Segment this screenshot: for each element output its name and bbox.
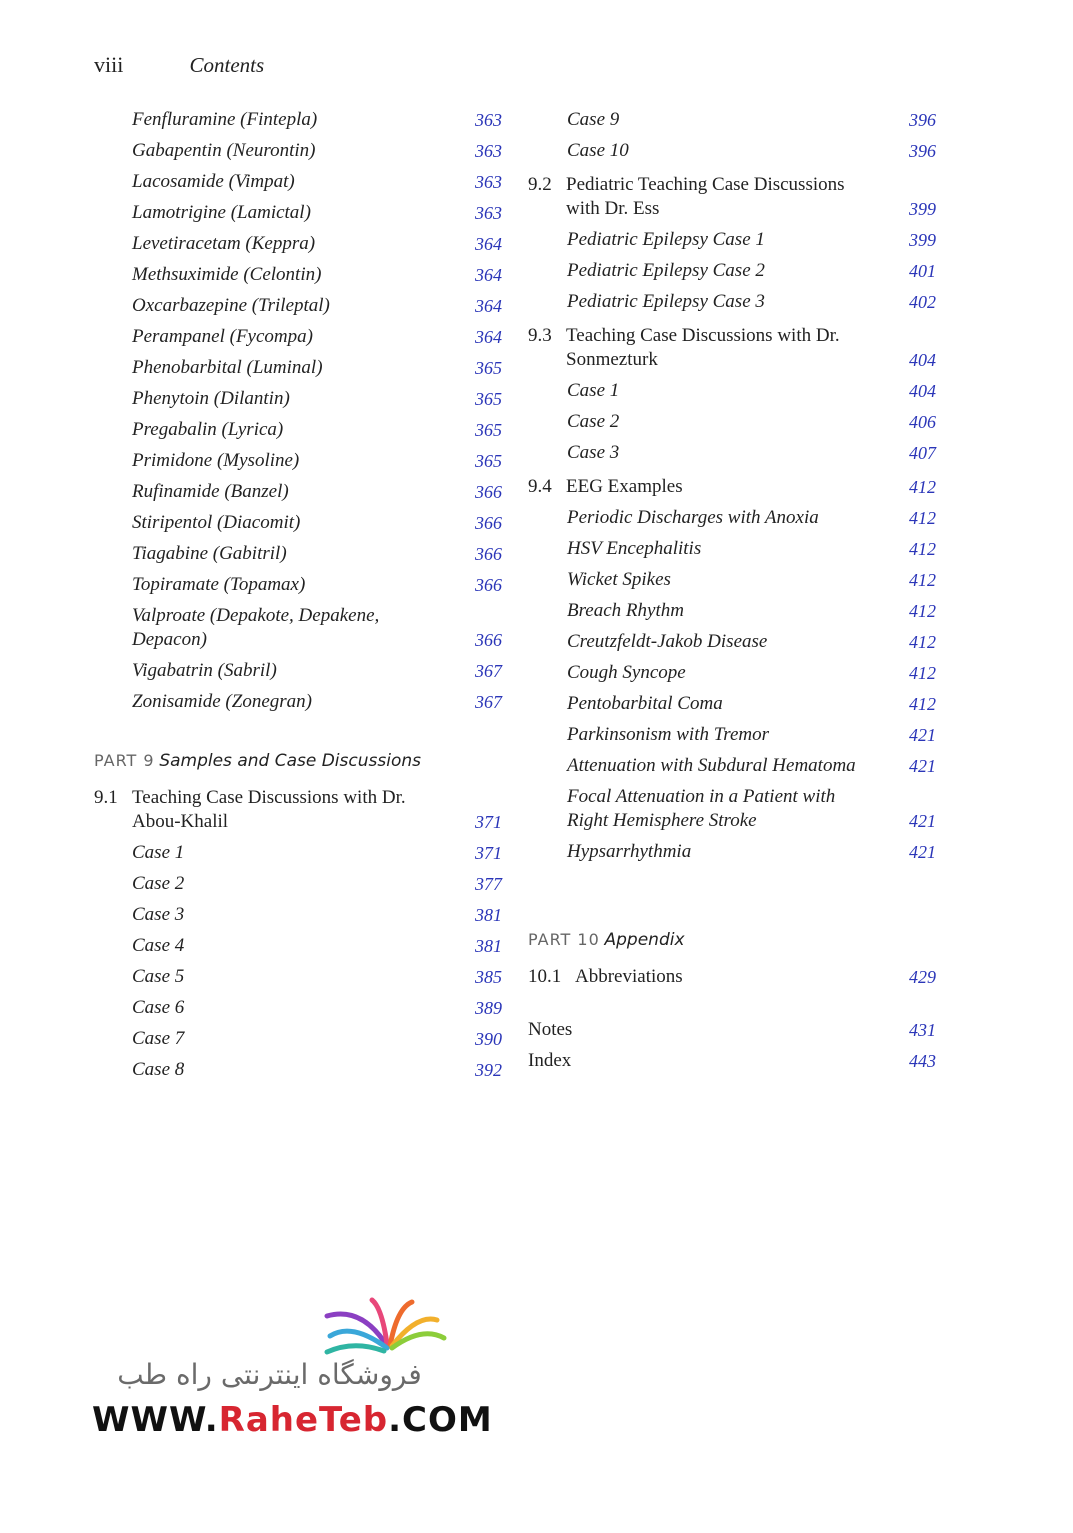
page-ref[interactable]: 367: [475, 692, 502, 712]
page-ref[interactable]: 385: [475, 967, 502, 987]
entry-title: Tiagabine (Gabitril): [132, 543, 287, 564]
page-number: viii: [94, 52, 124, 77]
case-list: [94, 841, 504, 1082]
page-ref[interactable]: 404: [909, 350, 936, 370]
drug-entry[interactable]: [94, 573, 504, 597]
section-title: Abbreviations: [575, 966, 683, 987]
drug-entry[interactable]: [94, 659, 504, 683]
spacer: [528, 996, 938, 1018]
case-entry[interactable]: [94, 934, 504, 958]
url-suffix: .COM: [388, 1400, 493, 1440]
page-ref[interactable]: 412: [909, 570, 936, 590]
drug-list: [94, 108, 504, 714]
case-entry[interactable]: [528, 259, 938, 283]
store-name-persian: فروشگاه اینترنتی راه طب: [117, 1358, 422, 1391]
case-list-continued: [528, 108, 938, 163]
case-entry[interactable]: [94, 1027, 504, 1051]
case-entry[interactable]: [94, 872, 504, 896]
entry-title: Levetiracetam (Keppra): [132, 233, 316, 254]
case-entry[interactable]: [94, 996, 504, 1020]
page-ref[interactable]: 364: [475, 296, 502, 316]
page-ref[interactable]: 396: [909, 110, 936, 130]
drug-entry[interactable]: [94, 449, 504, 473]
page-ref[interactable]: 365: [475, 358, 502, 378]
case-entry[interactable]: [528, 410, 938, 434]
case-entry[interactable]: [94, 965, 504, 989]
eeg-example-entry[interactable]: [528, 754, 938, 778]
page-ref[interactable]: 412: [909, 477, 936, 497]
url-brand: RaheTeb: [218, 1400, 389, 1440]
drug-entry[interactable]: [94, 480, 504, 504]
drug-entry[interactable]: [94, 387, 504, 411]
part-10-heading: [528, 929, 938, 951]
drug-entry[interactable]: [94, 170, 504, 194]
entry-title: Pediatric Epilepsy Case 2: [567, 260, 765, 281]
entry-title: Lamotrigine (Lamictal): [132, 202, 311, 223]
page-header: [94, 52, 264, 78]
page-ref[interactable]: 399: [909, 230, 936, 250]
entry-title: Stiripentol (Diacomit): [132, 512, 301, 533]
page-ref[interactable]: 366: [475, 482, 502, 502]
page-ref[interactable]: 443: [909, 1051, 936, 1071]
entry-title: Lacosamide (Vimpat): [132, 171, 295, 192]
page-ref[interactable]: 421: [909, 756, 936, 776]
case-entry[interactable]: [528, 139, 938, 163]
part-title: Samples and Case Discussions: [159, 751, 421, 771]
entry-title: Pediatric Epilepsy Case 1: [567, 229, 765, 250]
eeg-example-entry[interactable]: [528, 630, 938, 654]
page-ref[interactable]: 399: [909, 199, 936, 219]
entry-title: Case 1: [567, 380, 620, 401]
entry-title: Pediatric Epilepsy Case 3: [567, 291, 765, 312]
drug-entry[interactable]: [94, 108, 504, 132]
entry-title: Attenuation with Subdural Hematoma: [567, 755, 856, 776]
entry-title: Zonisamide (Zonegran): [132, 691, 312, 712]
page-ref[interactable]: 392: [475, 1060, 502, 1080]
page-ref[interactable]: 366: [475, 544, 502, 564]
drug-entry[interactable]: [94, 511, 504, 535]
drug-entry[interactable]: [94, 356, 504, 380]
page-ref[interactable]: 407: [909, 443, 936, 463]
entry-title: Case 2: [132, 873, 185, 894]
entry-title: HSV Encephalitis: [567, 538, 702, 559]
section-number: 9.3: [528, 325, 552, 346]
case-entry[interactable]: [94, 841, 504, 865]
page-ref[interactable]: 364: [475, 327, 502, 347]
entry-title: Topiramate (Topamax): [132, 574, 306, 595]
case-list: [528, 379, 938, 465]
page-ref[interactable]: 406: [909, 412, 936, 432]
entry-title: Case 9: [567, 109, 620, 130]
page-ref[interactable]: 371: [475, 843, 502, 863]
page-ref[interactable]: 381: [475, 905, 502, 925]
case-entry[interactable]: [528, 290, 938, 314]
page-ref[interactable]: 421: [909, 842, 936, 862]
eeg-example-entry[interactable]: [528, 692, 938, 716]
page-ref[interactable]: 404: [909, 381, 936, 401]
page-ref[interactable]: 402: [909, 292, 936, 312]
entry-title: Fenfluramine (Fintepla): [132, 109, 318, 130]
drug-entry[interactable]: [94, 690, 504, 714]
page-ref[interactable]: 389: [475, 998, 502, 1018]
eeg-example-entry[interactable]: [528, 506, 938, 530]
entry-title: Case 3: [567, 442, 620, 463]
page-ref[interactable]: 365: [475, 389, 502, 409]
entry-title: Case 6: [132, 997, 185, 1018]
drug-entry[interactable]: [94, 325, 504, 349]
page-ref[interactable]: 363: [475, 110, 502, 130]
drug-entry[interactable]: [94, 263, 504, 287]
eeg-example-list: [528, 506, 938, 864]
entry-title: Case 8: [132, 1059, 185, 1080]
page-ref[interactable]: 363: [475, 203, 502, 223]
case-entry[interactable]: [94, 1058, 504, 1082]
part-label: PART 10: [528, 930, 600, 949]
page-ref[interactable]: 364: [475, 265, 502, 285]
running-title: Contents: [189, 53, 265, 77]
entry-title: Index: [528, 1050, 572, 1071]
entry-title: Phenobarbital (Luminal): [132, 357, 323, 378]
section-number: 9.2: [528, 174, 552, 195]
page-ref[interactable]: 412: [909, 601, 936, 621]
page-ref[interactable]: 412: [909, 508, 936, 528]
entry-title: Case 2: [567, 411, 620, 432]
entry-title: Creutzfeldt-Jakob Disease: [567, 631, 768, 652]
drug-entry[interactable]: [94, 542, 504, 566]
page-ref[interactable]: 412: [909, 632, 936, 652]
drug-entry[interactable]: [94, 232, 504, 256]
entry-title: Methsuximide (Celontin): [132, 264, 322, 285]
case-entry[interactable]: [528, 108, 938, 132]
toc-left-column: [94, 108, 504, 1089]
index-entry[interactable]: [528, 1049, 938, 1073]
page-ref[interactable]: 390: [475, 1029, 502, 1049]
section-10-1[interactable]: [528, 965, 938, 989]
entry-title: Vigabatrin (Sabril): [132, 660, 277, 681]
case-entry[interactable]: [94, 903, 504, 927]
eeg-example-entry[interactable]: [528, 599, 938, 623]
section-title: Teaching Case Discussions with Dr. Abou-Khalil: [132, 787, 406, 832]
case-entry[interactable]: [528, 441, 938, 465]
spacer: [528, 871, 938, 893]
page-ref[interactable]: 377: [475, 874, 502, 894]
section-number: 9.1: [94, 787, 118, 808]
notes-entry[interactable]: [528, 1018, 938, 1042]
page-ref[interactable]: 429: [909, 967, 936, 987]
eeg-example-entry[interactable]: [528, 537, 938, 561]
page-ref[interactable]: 431: [909, 1020, 936, 1040]
section-9-3[interactable]: [528, 324, 938, 372]
entry-title: Breach Rhythm: [567, 600, 684, 621]
entry-title: Phenytoin (Dilantin): [132, 388, 290, 409]
section-number: 9.4: [528, 476, 552, 497]
section-title: EEG Examples: [566, 476, 683, 497]
drug-entry[interactable]: [94, 604, 504, 652]
entry-title: Case 7: [132, 1028, 185, 1049]
page-ref[interactable]: 364: [475, 234, 502, 254]
entry-title: Case 3: [132, 904, 185, 925]
section-title: Pediatric Teaching Case Discussions with Dr. Ess: [566, 174, 845, 219]
part-label: PART 9: [94, 751, 155, 770]
page-ref[interactable]: 366: [475, 575, 502, 595]
page-ref[interactable]: 363: [475, 141, 502, 161]
store-url: [92, 1400, 493, 1440]
entry-title: Parkinsonism with Tremor: [567, 724, 769, 745]
page-ref[interactable]: 412: [909, 663, 936, 683]
page-ref[interactable]: 366: [475, 513, 502, 533]
page-ref[interactable]: 421: [909, 725, 936, 745]
part-title: Appendix: [604, 930, 685, 950]
entry-title: Cough Syncope: [567, 662, 686, 683]
page-ref[interactable]: 367: [475, 661, 502, 681]
eeg-example-entry[interactable]: [528, 568, 938, 592]
page-ref[interactable]: 412: [909, 694, 936, 714]
page-ref[interactable]: 401: [909, 261, 936, 281]
page-ref[interactable]: 371: [475, 812, 502, 832]
entry-title: Focal Attenuation in a Patient with Right Hemisphere Stroke: [567, 786, 836, 831]
entry-title: Rufinamide (Banzel): [132, 481, 289, 502]
entry-title: Perampanel (Fycompa): [132, 326, 313, 347]
page-ref[interactable]: 412: [909, 539, 936, 559]
section-title: Teaching Case Discussions with Dr. Sonmezturk: [566, 325, 840, 370]
entry-title: Case 5: [132, 966, 185, 987]
entry-title: Periodic Discharges with Anoxia: [567, 507, 819, 528]
entry-title: Case 4: [132, 935, 185, 956]
entry-title: Notes: [528, 1019, 573, 1040]
entry-title: Oxcarbazepine (Trileptal): [132, 295, 330, 316]
eeg-example-entry[interactable]: [528, 661, 938, 685]
entry-title: Case 10: [567, 140, 629, 161]
page-ref[interactable]: 396: [909, 141, 936, 161]
section-9-4[interactable]: [528, 475, 938, 499]
entry-title: Primidone (Mysoline): [132, 450, 300, 471]
drug-entry[interactable]: [94, 294, 504, 318]
case-entry[interactable]: [528, 379, 938, 403]
entry-title: Pregabalin (Lyrica): [132, 419, 284, 440]
entry-title: Valproate (Depakote, Depakene, Depacon): [132, 605, 380, 650]
part-9-heading: [94, 750, 504, 772]
case-entry[interactable]: [528, 228, 938, 252]
eeg-example-entry[interactable]: [528, 840, 938, 864]
toc-right-column: [528, 108, 938, 1080]
entry-title: Pentobarbital Coma: [567, 693, 723, 714]
page-ref[interactable]: 366: [475, 630, 502, 650]
page-ref[interactable]: 421: [909, 811, 936, 831]
page-ref[interactable]: 365: [475, 420, 502, 440]
section-9-2[interactable]: [528, 173, 938, 221]
case-list: [528, 228, 938, 314]
entry-title: Hypsarrhythmia: [567, 841, 692, 862]
page-ref[interactable]: 365: [475, 451, 502, 471]
section-number: 10.1: [528, 966, 562, 987]
drug-entry[interactable]: [94, 201, 504, 225]
entry-title: Wicket Spikes: [567, 569, 671, 590]
drug-entry[interactable]: [94, 139, 504, 163]
url-prefix: WWW.: [92, 1400, 219, 1440]
page-ref[interactable]: 381: [475, 936, 502, 956]
page-ref[interactable]: 363: [475, 172, 502, 192]
drug-entry[interactable]: [94, 418, 504, 442]
entry-title: Gabapentin (Neurontin): [132, 140, 316, 161]
eeg-example-entry[interactable]: [528, 723, 938, 747]
entry-title: Case 1: [132, 842, 185, 863]
eeg-example-entry[interactable]: [528, 785, 938, 833]
section-9-1[interactable]: [94, 786, 504, 834]
